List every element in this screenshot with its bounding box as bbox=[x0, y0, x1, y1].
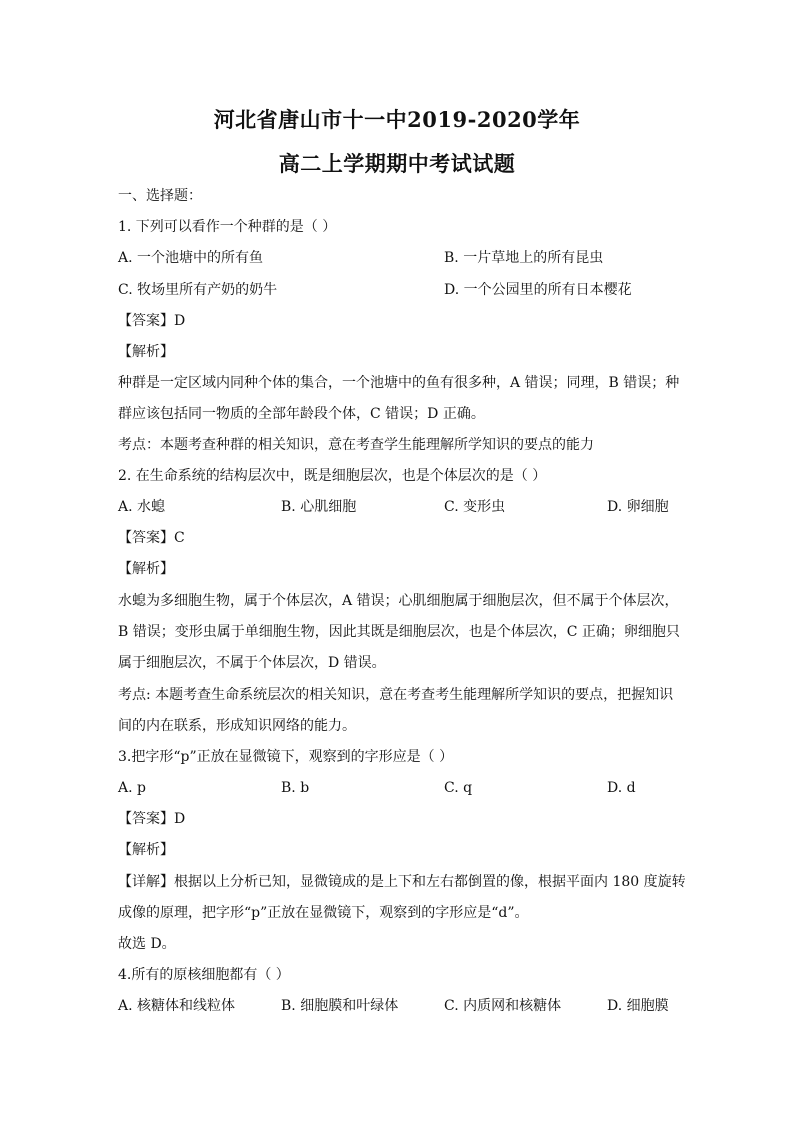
q2-option-d: D. 卵细胞 bbox=[607, 499, 669, 515]
q4-stem: 4.所有的原核细胞都有（ ） bbox=[118, 967, 290, 983]
q2-analysis-line: 水螅为多细胞生物，属于个体层次，A 错误；心肌细胞属于细胞层次，但不属于个体层次， bbox=[118, 593, 679, 609]
q2-option-c: C. 变形虫 bbox=[444, 499, 506, 515]
q2-analysis-line: 间的内在联系，形成知识网络的能力。 bbox=[118, 718, 356, 734]
q4-option-d: D. 细胞膜 bbox=[607, 998, 669, 1014]
q1-analysis-line: 群应该包括同一物质的全部年龄段个体，C 错误；D 正确。 bbox=[118, 406, 485, 422]
q4-option-b: B. 细胞膜和叶绿体 bbox=[281, 998, 399, 1014]
document-title-line1: 河北省唐山市十一中2019-2020学年 bbox=[213, 107, 581, 132]
q3-stem: 3.把字形“p”正放在显微镜下，观察到的字形应是（ ） bbox=[118, 749, 454, 765]
q2-answer: 【答案】C bbox=[118, 530, 185, 546]
q3-option-d: D. d bbox=[607, 780, 636, 796]
q3-answer: 【答案】D bbox=[118, 811, 186, 827]
q3-option-a: A. p bbox=[118, 780, 146, 796]
q3-analysis-line: 故选 D。 bbox=[118, 936, 176, 952]
q2-option-a: A. 水螅 bbox=[118, 499, 166, 515]
section-heading: 一、选择题： bbox=[118, 188, 202, 204]
q4-option-a: A. 核糖体和线粒体 bbox=[118, 998, 236, 1014]
q2-analysis-line: B 错误；变形虫属于单细胞生物，因此其既是细胞层次，也是个体层次，C 正确；卵细胞只 bbox=[118, 624, 680, 640]
q1-analysis-line: 考点：本题考查种群的相关知识，意在考查学生能理解所学知识的要点的能力 bbox=[118, 437, 594, 453]
q2-analysis-line: 考点: 本题考查生命系统层次的相关知识，意在考查考生能理解所学知识的要点，把握知识 bbox=[118, 687, 674, 703]
q1-option-b: B. 一片草地上的所有昆虫 bbox=[444, 250, 604, 266]
q3-option-c: C. q bbox=[444, 780, 473, 796]
q1-option-d: D. 一个公园里的所有日本樱花 bbox=[444, 282, 632, 298]
q1-analysis-label: 【解析】 bbox=[118, 344, 174, 360]
q1-stem: 1. 下列可以看作一个种群的是（ ） bbox=[118, 219, 337, 235]
q2-analysis-label: 【解析】 bbox=[118, 561, 174, 577]
q1-option-c: C. 牧场里所有产奶的奶牛 bbox=[118, 282, 278, 298]
q2-option-b: B. 心肌细胞 bbox=[281, 499, 357, 515]
q3-analysis-line: 成像的原理，把字形“p”正放在显微镜下，观察到的字形应是“d”。 bbox=[118, 905, 529, 921]
q3-analysis-line: 【详解】根据以上分析已知，显微镜成的是上下和左右都倒置的像，根据平面内 180 度旋转 bbox=[118, 874, 686, 890]
document-title-line2: 高二上学期期中考试试题 bbox=[278, 151, 516, 176]
q1-answer: 【答案】D bbox=[118, 313, 186, 329]
q2-analysis-line: 属于细胞层次，不属于个体层次，D 错误。 bbox=[118, 655, 386, 671]
q2-stem: 2. 在生命系统的结构层次中，既是细胞层次，也是个体层次的是（ ） bbox=[118, 468, 547, 484]
q3-analysis-label: 【解析】 bbox=[118, 842, 174, 858]
q3-option-b: B. b bbox=[281, 780, 310, 796]
q4-option-c: C. 内质网和核糖体 bbox=[444, 998, 562, 1014]
q1-analysis-line: 种群是一定区域内同种个体的集合，一个池塘中的鱼有很多种，A 错误；同理，B 错误；种 bbox=[118, 375, 680, 391]
q1-option-a: A. 一个池塘中的所有鱼 bbox=[118, 250, 264, 266]
